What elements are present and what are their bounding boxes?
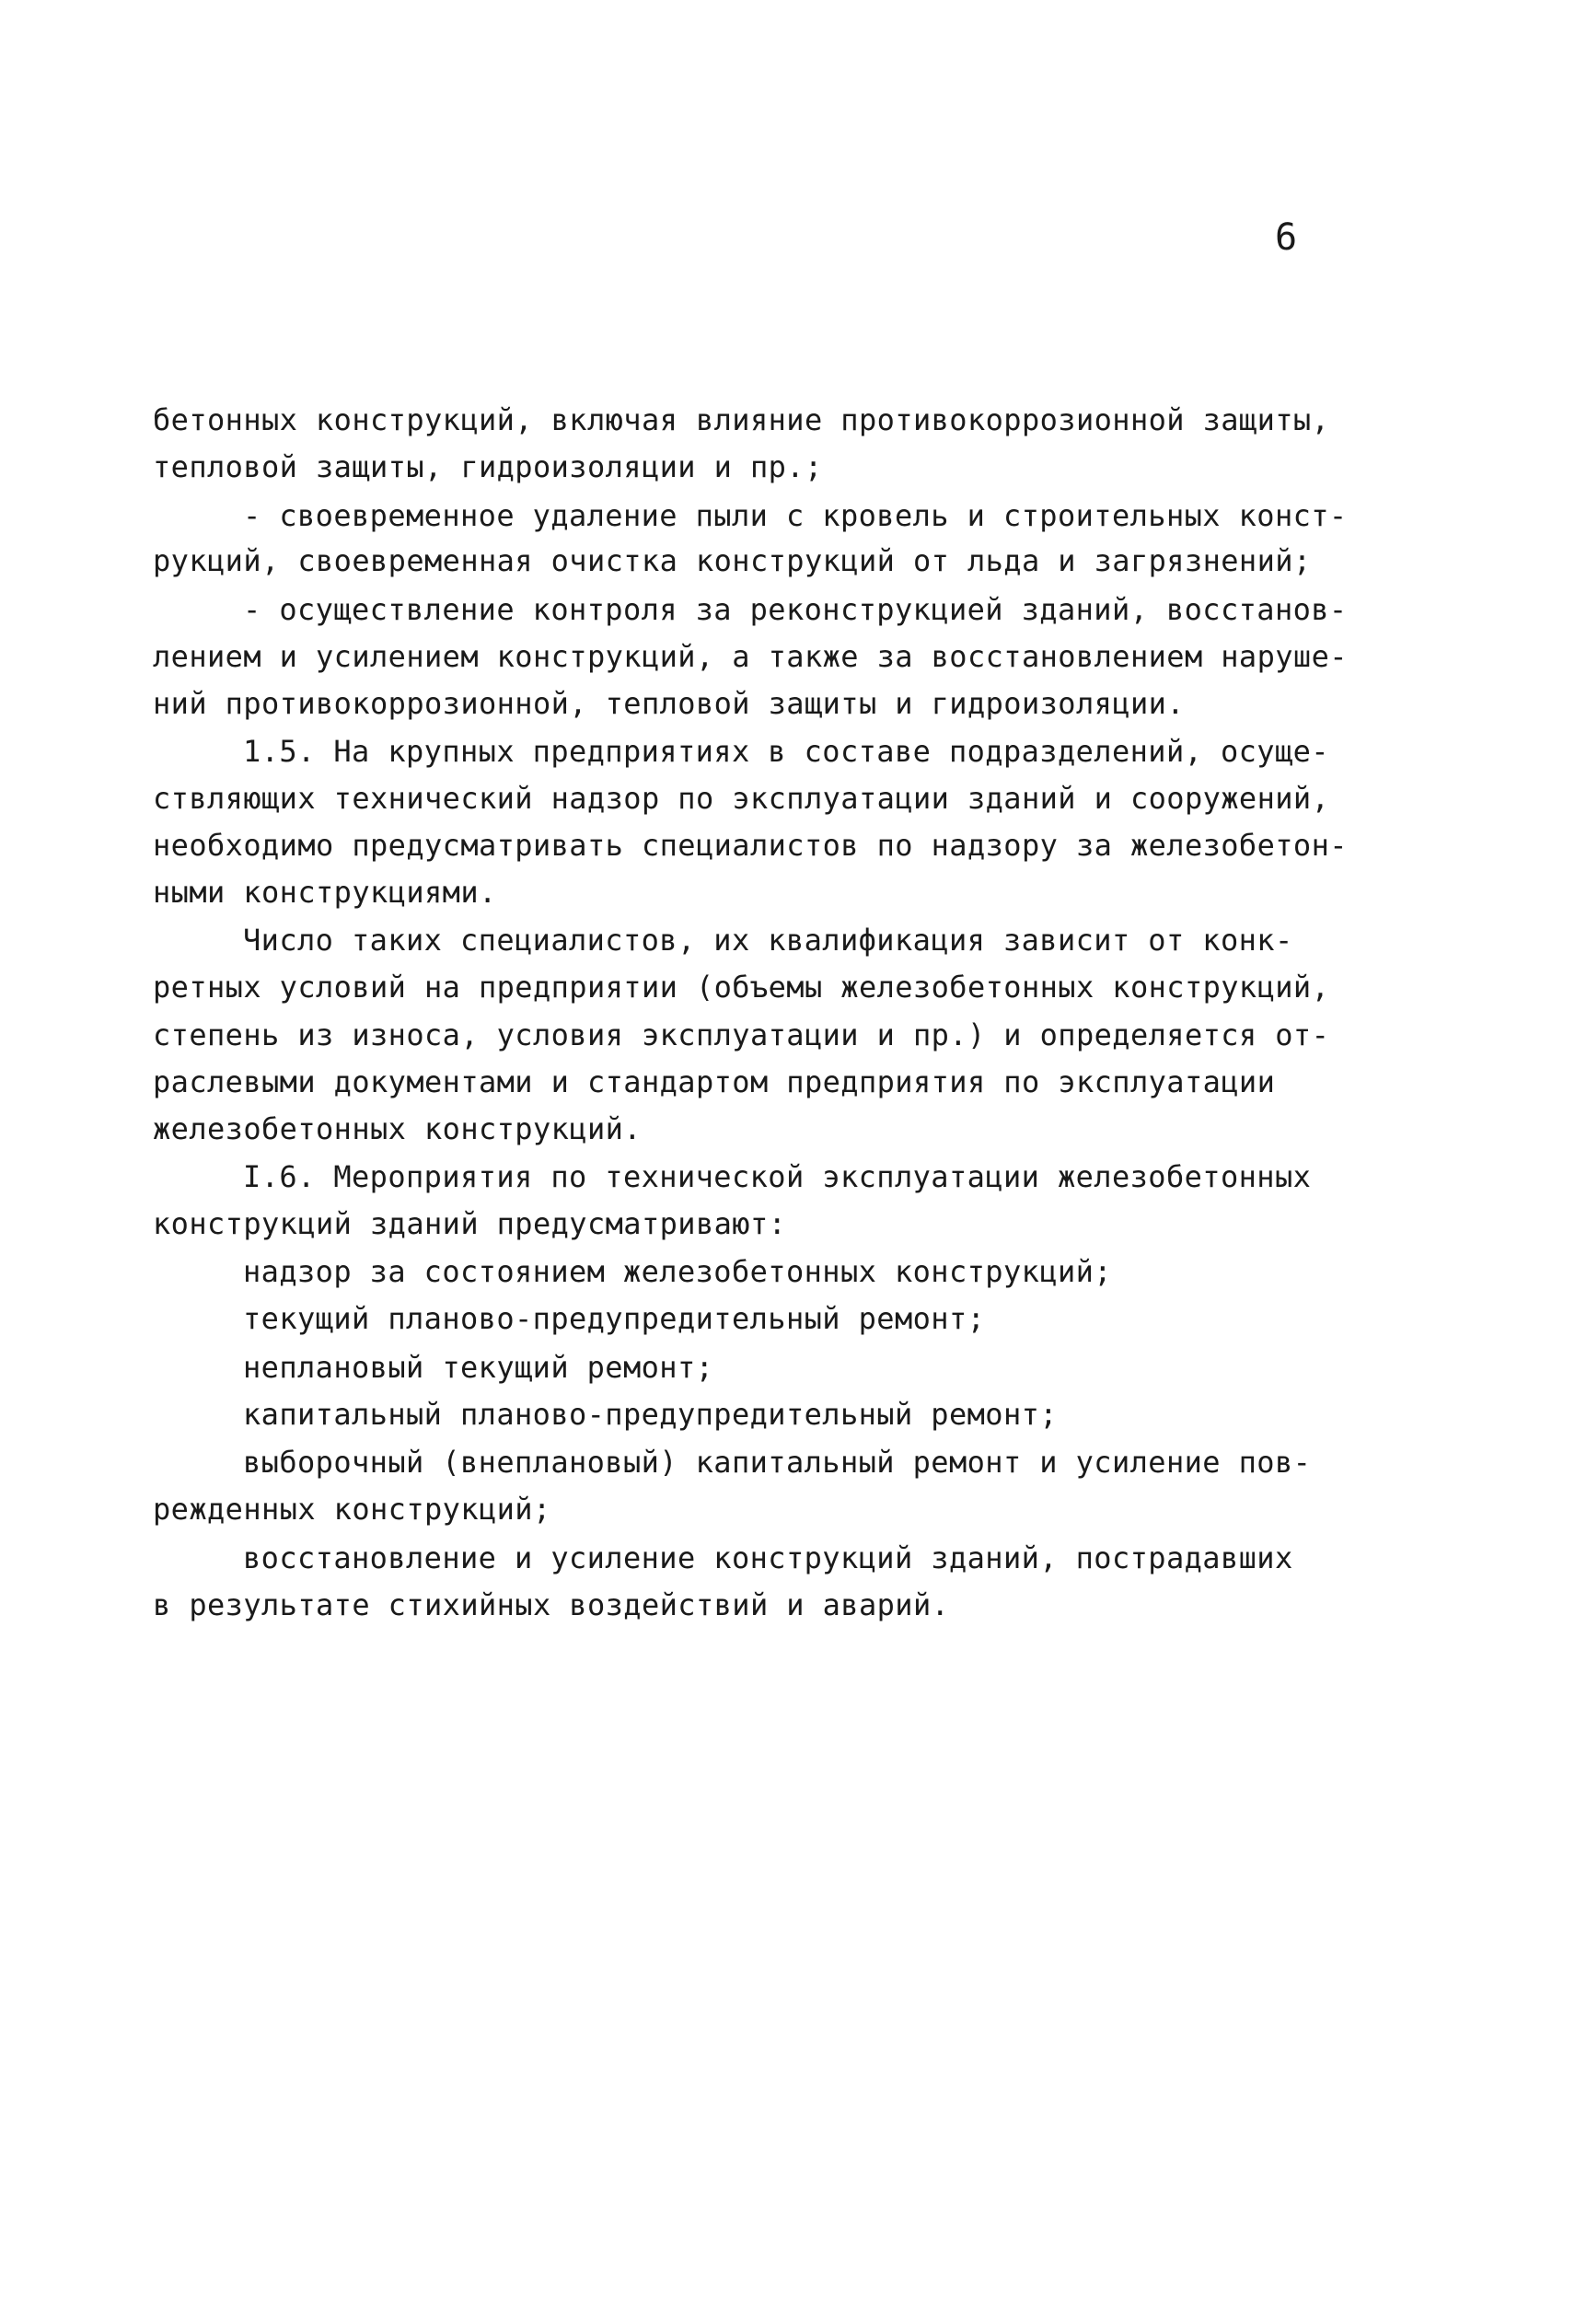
text-line: ретных условий на предприятии (объемы железобетонных конструкций, (153, 970, 1330, 1005)
text-line: выборочный (внеплановый) капитальный ремонт и усиление пов- (243, 1445, 1312, 1480)
text-line: ными конструкциями. (153, 875, 497, 910)
text-line: I.6. Мероприятия по технической эксплуатации железобетонных (243, 1159, 1312, 1194)
text-line: тепловой защиты, гидроизоляции и пр.; (153, 449, 823, 484)
text-line: текущий планово-предупредительный ремонт; (243, 1301, 986, 1336)
text-line: капитальный планово-предупредительный ремонт; (243, 1397, 1058, 1432)
text-line: в результате стихийных воздействий и аварий. (153, 1587, 950, 1622)
text-line: 1.5. На крупных предприятиях в составе подразделений, осуще- (243, 734, 1329, 769)
text-line: лением и усилением конструкций, а также за восстановлением наруше- (153, 639, 1348, 674)
text-line: конструкций зданий предусматривают: (153, 1206, 787, 1241)
text-line: Число таких специалистов, их квалификация зависит от конк- (243, 923, 1293, 958)
text-line: надзор за состоянием железобетонных конструкций; (243, 1254, 1112, 1289)
text-line: неплановый текущий ремонт; (243, 1350, 714, 1385)
text-line: режденных конструкций; (153, 1492, 551, 1527)
text-line: ний противокоррозионной, тепловой защиты и гидроизоляции. (153, 686, 1185, 721)
text-line: необходимо предусматривать специалистов по надзору за железобетон- (153, 828, 1348, 863)
text-line: железобетонных конструкций. (153, 1111, 642, 1146)
text-line: восстановление и усиление конструкций зданий, пострадавших (243, 1540, 1293, 1575)
text-line: рукций, своевременная очистка конструкций от льда и загрязнений; (153, 543, 1312, 578)
text-line: ствляющих технический надзор по эксплуатации зданий и сооружений, (153, 781, 1330, 816)
text-line: раслевыми документами и стандартом предприятия по эксплуатации (153, 1064, 1276, 1099)
text-line: бетонных конструкций, включая влияние противокоррозионной защиты, (153, 402, 1330, 437)
text-line: степень из износа, условия эксплуатации и пр.) и определяется от- (153, 1017, 1330, 1052)
text-line: - осуществление контроля за реконструкцией зданий, восстанов- (243, 592, 1348, 627)
text-line: - своевременное удаление пыли с кровель и строительных конст- (243, 498, 1348, 533)
page-number: 6 (1275, 216, 1298, 259)
